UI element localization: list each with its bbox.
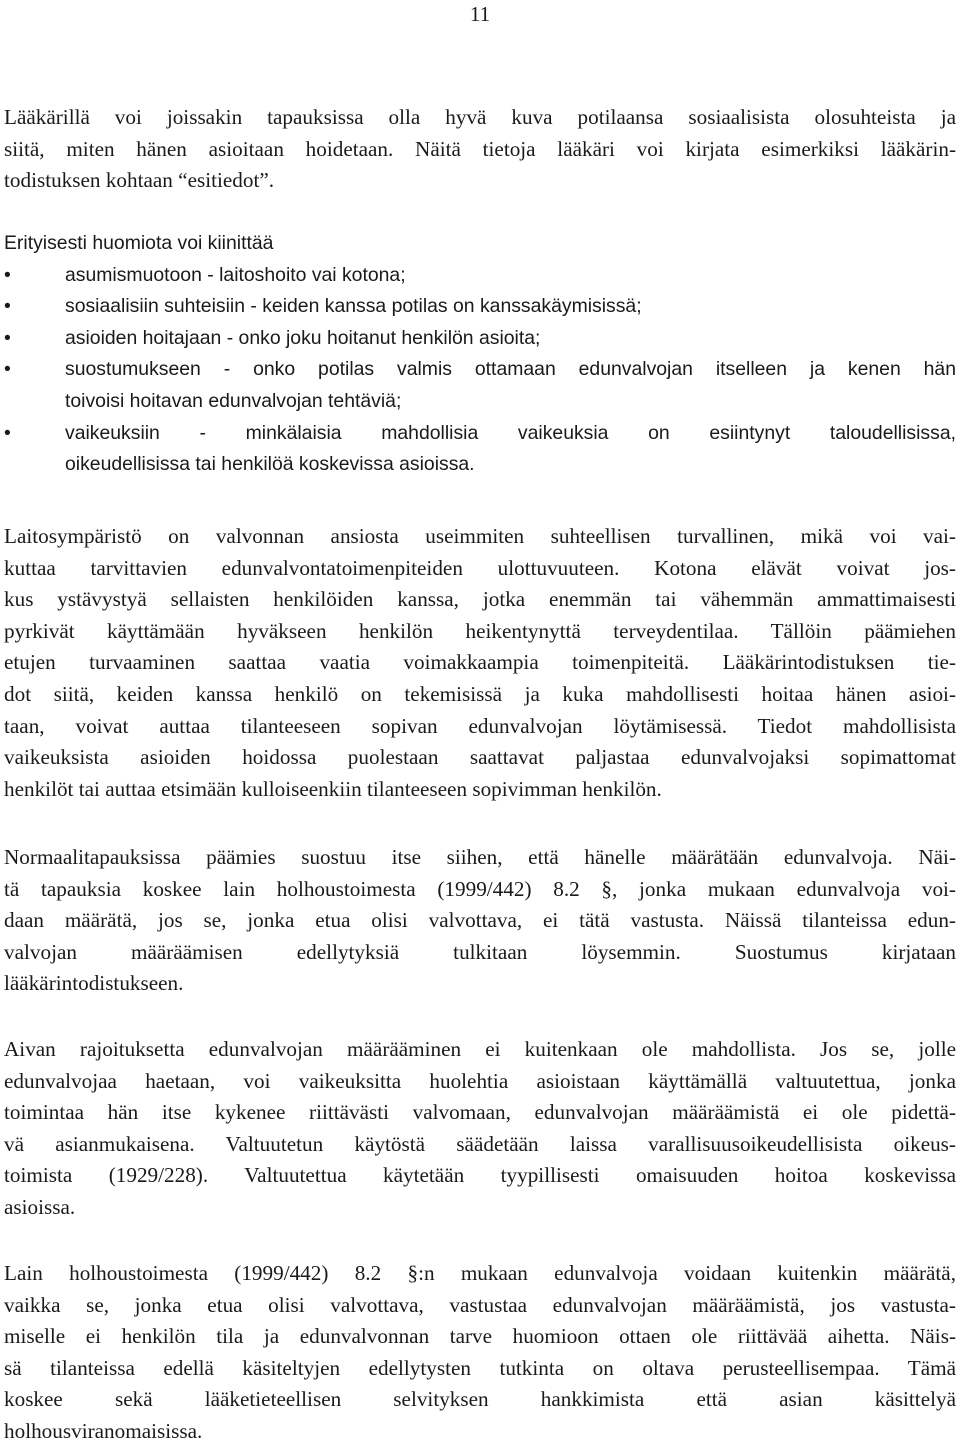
bullet-icon: • (4, 421, 11, 444)
text-line: valvojan määräämisen edellytyksiä tulkitaan löysemmin. Suostumus kirjataan (4, 939, 956, 964)
text-line: siitä, miten hänen asioitaan hoidetaan. Näitä tietoja lääkäri voi kirjata esimerkiksi lääkärin- (4, 136, 956, 161)
text-line: sä tilanteissa edellä käsiteltyjen edellytysten tutkinta on oltava perusteellisempaa. Tämä (4, 1355, 956, 1380)
list-item (4, 418, 956, 481)
list-item-text: toivoisi hoitavan edunvalvojan tehtäviä; (65, 389, 402, 412)
text-line: Normaalitapauksissa päämies suostuu itse siihen, että hänelle määrätään edunvalvoja. Näi- (4, 845, 956, 869)
text-line: Aivan rajoituksetta edunvalvojan määrääminen ei kuitenkaan ole mahdollista. Jos se, jolle (4, 1037, 956, 1061)
list-heading: Erityisesti huomiota voi kiinittää (4, 232, 274, 254)
body-paragraph (4, 521, 956, 805)
text-line: holhousviranomaisissa. (4, 1418, 203, 1443)
text-line: vaikeuksista asioiden hoidossa puolestaan saattavat paljastaa edunvalvojaksi sopimattomat (4, 745, 956, 770)
text-line: taan, voivat auttaa tilanteeseen sopivan edunvalvojan löytämisessä. Tiedot mahdollisista (4, 713, 956, 738)
list-section (4, 228, 956, 481)
text-line: vaikka se, jonka etua olisi valvottava, vastustaa edunvalvojan määräämistä, jos vastusta- (4, 1292, 956, 1317)
text-line: koskee sekä lääketieteellisen selvityksen hankkimista että asian käsittelyä (4, 1387, 956, 1412)
bullet-icon: • (4, 295, 11, 318)
text-line: kuttaa tarvittavien edunvalvontatoimenpiteiden ulottuvuuteen. Kotona elävät voivat jos- (4, 555, 956, 580)
list-item-text: oikeudellisissa tai henkilöä koskevissa asioissa. (65, 453, 475, 476)
list-item (4, 291, 956, 323)
text-line: kus ystävystyä sellaisten henkilöiden kanssa, jotka enemmän tai vähemmän ammattimaisesti (4, 587, 956, 612)
text-line: edunvalvojaa haetaan, voi vaikeuksitta huolehtia asioistaan käyttämällä valtuutettua, jonka (4, 1068, 956, 1093)
list-item (4, 260, 956, 292)
text-line: henkilöt tai auttaa etsimään kulloiseenkiin tilanteeseen sopivimman henkilön. (4, 776, 662, 801)
text-line: lääkärintodistukseen. (4, 971, 184, 996)
text-line: todistuksen kohtaan “esitiedot”. (4, 168, 275, 193)
intro-paragraph (4, 102, 956, 197)
text-line: vä asianmukaisena. Valtuutetun käytöstä säädetään laissa varallisuusoikeudellisista oikeus- (4, 1131, 956, 1156)
list-item (4, 354, 956, 417)
text-line: tä tapauksia koskee lain holhoustoimesta (1999/442) 8.2 §, jonka mukaan edunvalvoja voi- (4, 876, 956, 901)
text-line: Lain holhoustoimesta (1999/442) 8.2 §:n mukaan edunvalvoja voidaan kuitenkin määrätä, (4, 1261, 956, 1285)
bullet-icon: • (4, 358, 11, 381)
text-line: Lääkärillä voi joissakin tapauksissa olla hyvä kuva potilaansa sosiaalisista olosuhteista ja (4, 105, 956, 129)
list-item-text: sosiaalisiin suhteisiin - keiden kanssa potilas on kanssakäymisissä; (65, 295, 642, 318)
text-line: daan määrätä, jos se, jonka etua olisi valvottava, ei tätä vastusta. Näissä tilanteissa edun- (4, 908, 956, 933)
text-line: toimista (1929/228). Valtuutettua käytetään tyypillisesti omaisuuden hoitoa koskevissa (4, 1163, 956, 1188)
text-line: miselle ei henkilön tila ja edunvalvonnan tarve huomioon ottaen ole riittävää aihetta. Näis- (4, 1324, 956, 1349)
bullet-icon: • (4, 326, 11, 349)
list-item-text: suostumukseen - onko potilas valmis ottamaan edunvalvojan itselleen ja kenen hän (65, 358, 956, 381)
text-line: asioissa. (4, 1194, 76, 1219)
text-line: pyrkivät käyttämään hyväkseen henkilön heikentynyttä terveydentilaa. Tällöin päämiehen (4, 618, 956, 643)
text-line: Laitosympäristö on valvonnan ansiosta useimmiten suhteellisen turvallinen, mikä voi vai- (4, 524, 956, 548)
bullet-icon: • (4, 263, 11, 286)
list-item-text: asioiden hoitajaan - onko joku hoitanut henkilön asioita; (65, 326, 541, 349)
text-line: toimintaa hän itse kykenee riittävästi valvomaan, edunvalvojan määräämistä ei ole pidettä- (4, 1100, 956, 1125)
body-paragraph (4, 842, 956, 1000)
body-paragraph (4, 1034, 956, 1224)
list-item (4, 323, 956, 355)
list-item-text: vaikeuksiin - minkälaisia mahdollisia vaikeuksia on esiintynyt taloudellisissa, (65, 421, 956, 444)
page-number: 11 (469, 2, 491, 26)
body-paragraph (4, 1258, 956, 1448)
text-line: etujen turvaaminen saattaa vaatia voimakkaampia toimenpiteitä. Lääkärintodistuksen tie- (4, 650, 956, 675)
text-line: dot siitä, keiden kanssa henkilö on tekemisissä ja kuka mahdollisesti hoitaa hänen asioi- (4, 681, 956, 706)
list-item-text: asumismuotoon - laitoshoito vai kotona; (65, 263, 406, 286)
